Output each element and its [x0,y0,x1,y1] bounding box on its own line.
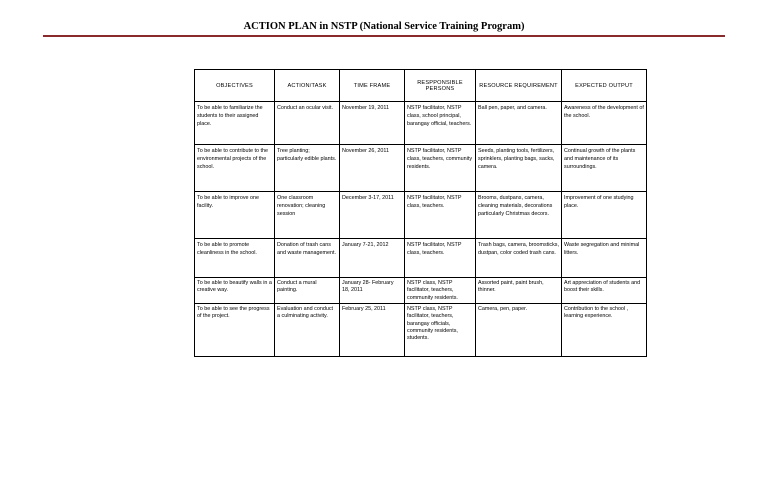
header-action-task: ACTION/TASK [275,70,340,102]
table-row [195,239,647,278]
cell-responsible-persons: NSTP facilitator, NSTP class, teachers. [405,192,476,239]
cell-objective: To be able to promote cleanliness in the school. [195,239,275,278]
cell-responsible-persons: NSTP facilitator, NSTP class, teachers. [405,239,476,278]
cell-action: Evaluation and conduct a culminating activity. [275,304,340,357]
cell-expected-output: Waste segregation and minimal litters. [562,239,647,278]
cell-resource: Brooms, dustpans, camera, cleaning materials, decorations particularly Christmas decors. [476,192,562,239]
cell-expected-output: Art appreciation of students and boost their skills. [562,278,647,304]
table-row [195,102,647,145]
cell-time-frame: December 3-17, 2011 [340,192,405,239]
cell-time-frame: November 26, 2011 [340,145,405,192]
table-row [195,278,647,304]
document-title: ACTION PLAN in NSTP (National Service Training Program) [243,21,525,32]
table-row [195,192,647,239]
cell-objective: To be able to beautify walls in a creative way. [195,278,275,304]
cell-resource: Camera, pen, paper. [476,304,562,357]
cell-time-frame: February 25, 2011 [340,304,405,357]
cell-responsible-persons: NSTP class, NSTP facilitator, teachers, community residents. [405,278,476,304]
title-divider [43,35,725,37]
cell-expected-output: Improvement of one studying place. [562,192,647,239]
cell-action: Conduct an ocular visit. [275,102,340,145]
cell-objective: To be able to improve one facility. [195,192,275,239]
cell-resource: Trash bags, camera, broomsticks, dustpan, color coded trash cans. [476,239,562,278]
table-header-row [195,70,647,102]
header-objectives: OBJECTIVES [195,70,275,102]
table-row [195,145,647,192]
cell-responsible-persons: NSTP class, NSTP facilitator, teachers, barangay officials, community residents, students. [405,304,476,357]
cell-responsible-persons: NSTP facilitator, NSTP class, teachers, community residents. [405,145,476,192]
cell-responsible-persons: NSTP facilitator, NSTP class, school principal, barangay official, teachers. [405,102,476,145]
cell-time-frame: November 19, 2011 [340,102,405,145]
header-time-frame: TIME FRAME [340,70,405,102]
header-responsible-persons: RESPPONSIBLE PERSONS [405,70,476,102]
cell-time-frame: January 7-21, 2012 [340,239,405,278]
cell-action: One classroom renovation; cleaning session [275,192,340,239]
cell-resource: Assorted paint, paint brush, thinner. [476,278,562,304]
cell-action: Tree planting; particularly edible plants. [275,145,340,192]
cell-expected-output: Continual growth of the plants and maintenance of its surroundings. [562,145,647,192]
cell-objective: To be able to familiarize the students to their assigned place. [195,102,275,145]
cell-resource: Seeds, planting tools, fertilizers, sprinklers, planting bags, sacks, camera. [476,145,562,192]
cell-resource: Ball pen, paper, and camera. [476,102,562,145]
cell-objective: To be able to see the progress of the project. [195,304,275,357]
cell-time-frame: January 28- February 18, 2011 [340,278,405,304]
cell-objective: To be able to contribute to the environmental projects of the school. [195,145,275,192]
cell-action: Donation of trash cans and waste management. [275,239,340,278]
header-expected-output: EXPECTED OUTPUT [562,70,647,102]
cell-action: Conduct a mural painting. [275,278,340,304]
cell-expected-output: Awareness of the development of the school. [562,102,647,145]
header-resource-requirement: RESOURCE REQUIREMENT [476,70,562,102]
action-plan-table [194,69,647,357]
cell-expected-output: Contribution to the school , learning experience. [562,304,647,357]
table-row [195,304,647,357]
